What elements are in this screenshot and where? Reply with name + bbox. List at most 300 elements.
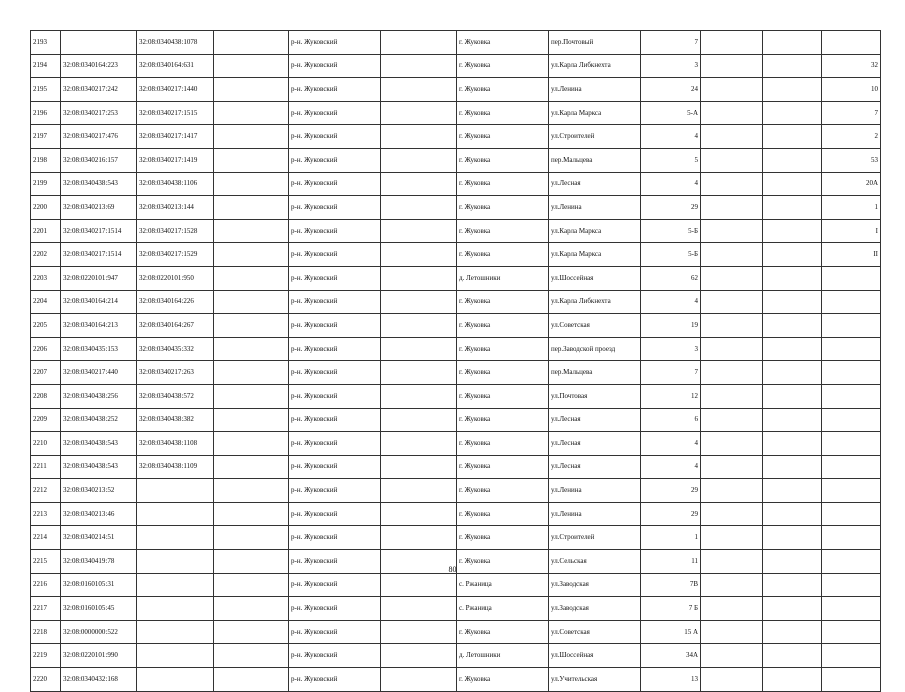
district: р-н. Жуковский: [289, 455, 381, 479]
apartment-number: [822, 620, 881, 644]
empty-cell: [701, 479, 763, 503]
apartment-number: [822, 314, 881, 338]
cadastral-number-parcel: 32:08:0340419:78: [61, 550, 137, 574]
empty-cell: [381, 408, 457, 432]
cadastral-number-parcel: 32:08:0340164:213: [61, 314, 137, 338]
district: р-н. Жуковский: [289, 78, 381, 102]
locality: г. Жуковка: [457, 384, 549, 408]
empty-cell: [701, 219, 763, 243]
row-number: 2212: [31, 479, 61, 503]
empty-cell: [214, 597, 289, 621]
empty-cell: [214, 314, 289, 338]
empty-cell: [763, 31, 822, 55]
locality: г. Жуковка: [457, 408, 549, 432]
cadastral-number-object: [137, 502, 214, 526]
cadastral-number-object: 32:08:0340435:332: [137, 337, 214, 361]
row-number: 2196: [31, 101, 61, 125]
apartment-number: [822, 432, 881, 456]
cadastral-number-parcel: 32:08:0340164:223: [61, 54, 137, 78]
cadastral-number-parcel: 32:08:0340438:256: [61, 384, 137, 408]
house-number: 1: [641, 526, 701, 550]
street: ул.Лесная: [549, 408, 641, 432]
empty-cell: [214, 78, 289, 102]
empty-cell: [763, 78, 822, 102]
empty-cell: [381, 384, 457, 408]
district: р-н. Жуковский: [289, 408, 381, 432]
empty-cell: [381, 101, 457, 125]
row-number: 2204: [31, 290, 61, 314]
apartment-number: [822, 361, 881, 385]
empty-cell: [214, 479, 289, 503]
empty-cell: [763, 243, 822, 267]
empty-cell: [214, 573, 289, 597]
locality: г. Жуковка: [457, 101, 549, 125]
house-number: 19: [641, 314, 701, 338]
empty-cell: [381, 243, 457, 267]
cadastral-number-parcel: 32:08:0340217:253: [61, 101, 137, 125]
empty-cell: [701, 148, 763, 172]
empty-cell: [381, 148, 457, 172]
locality: с. Ржаница: [457, 597, 549, 621]
empty-cell: [701, 54, 763, 78]
empty-cell: [381, 266, 457, 290]
cadastral-number-object: 32:08:0340438:1108: [137, 432, 214, 456]
apartment-number: [822, 290, 881, 314]
house-number: 12: [641, 384, 701, 408]
cadastral-number-parcel: 32:08:0340217:1514: [61, 219, 137, 243]
empty-cell: [381, 479, 457, 503]
cadastral-number-parcel: 32:08:0000000:522: [61, 620, 137, 644]
apartment-number: [822, 502, 881, 526]
cadastral-number-parcel: 32:08:0340214:51: [61, 526, 137, 550]
row-number: 2211: [31, 455, 61, 479]
table-row: [31, 432, 881, 456]
empty-cell: [214, 668, 289, 692]
locality: г. Жуковка: [457, 502, 549, 526]
table-row: [31, 54, 881, 78]
empty-cell: [701, 361, 763, 385]
empty-cell: [214, 196, 289, 220]
apartment-number: [822, 455, 881, 479]
row-number: 2209: [31, 408, 61, 432]
apartment-number: [822, 597, 881, 621]
empty-cell: [763, 125, 822, 149]
street: пер.Почтовый: [549, 31, 641, 55]
cadastral-number-object: 32:08:0340217:263: [137, 361, 214, 385]
street: пер.Мальцева: [549, 148, 641, 172]
empty-cell: [214, 408, 289, 432]
empty-cell: [701, 78, 763, 102]
cadastral-number-object: [137, 479, 214, 503]
empty-cell: [701, 597, 763, 621]
street: ул.Заводская: [549, 573, 641, 597]
table-row: [31, 644, 881, 668]
table-row: [31, 266, 881, 290]
house-number: 5-Б: [641, 219, 701, 243]
street: ул.Шоссейная: [549, 644, 641, 668]
street: ул.Ленина: [549, 479, 641, 503]
empty-cell: [763, 668, 822, 692]
empty-cell: [214, 219, 289, 243]
district: р-н. Жуковский: [289, 196, 381, 220]
district: р-н. Жуковский: [289, 290, 381, 314]
row-number: 2201: [31, 219, 61, 243]
street: ул.Лесная: [549, 455, 641, 479]
district: р-н. Жуковский: [289, 54, 381, 78]
row-number: 2214: [31, 526, 61, 550]
district: р-н. Жуковский: [289, 219, 381, 243]
table-row: [31, 219, 881, 243]
empty-cell: [381, 290, 457, 314]
street: ул.Лесная: [549, 432, 641, 456]
house-number: 5-Б: [641, 243, 701, 267]
row-number: 2215: [31, 550, 61, 574]
locality: г. Жуковка: [457, 54, 549, 78]
district: р-н. Жуковский: [289, 125, 381, 149]
empty-cell: [214, 125, 289, 149]
empty-cell: [214, 337, 289, 361]
cadastral-number-parcel: 32:08:0340438:252: [61, 408, 137, 432]
street: ул.Советская: [549, 620, 641, 644]
cadastral-number-object: 32:08:0340164:226: [137, 290, 214, 314]
empty-cell: [763, 644, 822, 668]
street: ул.Почтовая: [549, 384, 641, 408]
apartment-number: [822, 479, 881, 503]
row-number: 2197: [31, 125, 61, 149]
empty-cell: [381, 361, 457, 385]
row-number: 2205: [31, 314, 61, 338]
house-number: 4: [641, 290, 701, 314]
empty-cell: [701, 620, 763, 644]
locality: г. Жуковка: [457, 337, 549, 361]
house-number: 15 А: [641, 620, 701, 644]
cadastral-number-parcel: 32:08:0340432:168: [61, 668, 137, 692]
empty-cell: [701, 266, 763, 290]
row-number: 2216: [31, 573, 61, 597]
empty-cell: [701, 432, 763, 456]
house-number: 3: [641, 54, 701, 78]
street: ул.Сельская: [549, 550, 641, 574]
locality: г. Жуковка: [457, 314, 549, 338]
locality: г. Жуковка: [457, 125, 549, 149]
empty-cell: [381, 573, 457, 597]
house-number: 6: [641, 408, 701, 432]
apartment-number: 2: [822, 125, 881, 149]
district: р-н. Жуковский: [289, 314, 381, 338]
house-number: 7: [641, 31, 701, 55]
house-number: 4: [641, 172, 701, 196]
empty-cell: [763, 384, 822, 408]
empty-cell: [763, 620, 822, 644]
empty-cell: [763, 361, 822, 385]
row-number: 2198: [31, 148, 61, 172]
district: р-н. Жуковский: [289, 243, 381, 267]
cadastral-number-parcel: 32:08:0340217:1514: [61, 243, 137, 267]
district: р-н. Жуковский: [289, 148, 381, 172]
house-number: 3: [641, 337, 701, 361]
district: р-н. Жуковский: [289, 31, 381, 55]
house-number: 5: [641, 148, 701, 172]
table-row: [31, 455, 881, 479]
empty-cell: [763, 148, 822, 172]
empty-cell: [381, 314, 457, 338]
empty-cell: [763, 479, 822, 503]
house-number: 4: [641, 455, 701, 479]
district: р-н. Жуковский: [289, 432, 381, 456]
table-row: [31, 243, 881, 267]
street: ул.Советская: [549, 314, 641, 338]
row-number: 2195: [31, 78, 61, 102]
apartment-number: [822, 384, 881, 408]
empty-cell: [763, 54, 822, 78]
street: пер.Мальцева: [549, 361, 641, 385]
empty-cell: [763, 526, 822, 550]
row-number: 2202: [31, 243, 61, 267]
empty-cell: [763, 219, 822, 243]
empty-cell: [214, 172, 289, 196]
table-row: [31, 361, 881, 385]
apartment-number: [822, 573, 881, 597]
empty-cell: [763, 573, 822, 597]
row-number: 2219: [31, 644, 61, 668]
locality: г. Жуковка: [457, 668, 549, 692]
row-number: 2207: [31, 361, 61, 385]
row-number: 2194: [31, 54, 61, 78]
house-number: 29: [641, 196, 701, 220]
apartment-number: [822, 668, 881, 692]
cadastral-number-object: [137, 526, 214, 550]
cadastral-number-object: [137, 668, 214, 692]
empty-cell: [701, 408, 763, 432]
table-row: [31, 526, 881, 550]
empty-cell: [701, 290, 763, 314]
cadastral-number-object: 32:08:0340438:1106: [137, 172, 214, 196]
apartment-number: [822, 408, 881, 432]
row-number: 2193: [31, 31, 61, 55]
locality: г. Жуковка: [457, 550, 549, 574]
empty-cell: [381, 337, 457, 361]
apartment-number: [822, 266, 881, 290]
cadastral-number-object: [137, 620, 214, 644]
apartment-number: 1: [822, 196, 881, 220]
locality: д. Летошники: [457, 266, 549, 290]
empty-cell: [763, 266, 822, 290]
street: ул.Карла Маркса: [549, 243, 641, 267]
cadastral-number-object: 32:08:0340217:1419: [137, 148, 214, 172]
house-number: 4: [641, 125, 701, 149]
registry-table: [30, 30, 881, 692]
row-number: 2220: [31, 668, 61, 692]
empty-cell: [214, 361, 289, 385]
district: р-н. Жуковский: [289, 266, 381, 290]
empty-cell: [701, 172, 763, 196]
district: р-н. Жуковский: [289, 479, 381, 503]
empty-cell: [381, 432, 457, 456]
cadastral-number-parcel: 32:08:0340213:52: [61, 479, 137, 503]
district: р-н. Жуковский: [289, 597, 381, 621]
table-row: [31, 337, 881, 361]
cadastral-number-parcel: 32:08:0340213:69: [61, 196, 137, 220]
empty-cell: [214, 432, 289, 456]
cadastral-number-object: 32:08:0220101:950: [137, 266, 214, 290]
empty-cell: [214, 243, 289, 267]
street: ул.Строителей: [549, 526, 641, 550]
cadastral-number-object: [137, 644, 214, 668]
empty-cell: [214, 266, 289, 290]
empty-cell: [763, 408, 822, 432]
locality: г. Жуковка: [457, 243, 549, 267]
street: ул.Карла Либкнехта: [549, 290, 641, 314]
empty-cell: [381, 125, 457, 149]
cadastral-number-object: 32:08:0340217:1440: [137, 78, 214, 102]
cadastral-number-object: 32:08:0340217:1515: [137, 101, 214, 125]
row-number: 2218: [31, 620, 61, 644]
empty-cell: [701, 384, 763, 408]
district: р-н. Жуковский: [289, 644, 381, 668]
empty-cell: [214, 455, 289, 479]
empty-cell: [381, 597, 457, 621]
street: ул.Лесная: [549, 172, 641, 196]
empty-cell: [701, 243, 763, 267]
locality: г. Жуковка: [457, 219, 549, 243]
cadastral-number-parcel: 32:08:0340217:242: [61, 78, 137, 102]
table-row: [31, 125, 881, 149]
house-number: 11: [641, 550, 701, 574]
table-row: [31, 384, 881, 408]
locality: г. Жуковка: [457, 479, 549, 503]
empty-cell: [701, 668, 763, 692]
locality: г. Жуковка: [457, 526, 549, 550]
street: ул.Ленина: [549, 196, 641, 220]
cadastral-number-object: 32:08:0340213:144: [137, 196, 214, 220]
empty-cell: [381, 54, 457, 78]
street: ул.Заводская: [549, 597, 641, 621]
empty-cell: [381, 620, 457, 644]
table-row: [31, 101, 881, 125]
apartment-number: [822, 644, 881, 668]
empty-cell: [701, 101, 763, 125]
table-row: [31, 668, 881, 692]
locality: г. Жуковка: [457, 432, 549, 456]
empty-cell: [381, 172, 457, 196]
empty-cell: [214, 54, 289, 78]
locality: г. Жуковка: [457, 78, 549, 102]
locality: г. Жуковка: [457, 148, 549, 172]
empty-cell: [763, 196, 822, 220]
cadastral-number-parcel: 32:08:0160105:31: [61, 573, 137, 597]
house-number: 7В: [641, 573, 701, 597]
empty-cell: [701, 526, 763, 550]
table-row: [31, 290, 881, 314]
cadastral-number-parcel: 32:08:0340217:440: [61, 361, 137, 385]
page-number: 80: [448, 565, 457, 574]
empty-cell: [701, 314, 763, 338]
empty-cell: [214, 101, 289, 125]
empty-cell: [381, 31, 457, 55]
cadastral-number-parcel: 32:08:0340438:543: [61, 172, 137, 196]
empty-cell: [381, 668, 457, 692]
cadastral-number-object: 32:08:0340217:1417: [137, 125, 214, 149]
cadastral-number-parcel: 32:08:0340438:543: [61, 455, 137, 479]
table-row: [31, 620, 881, 644]
district: р-н. Жуковский: [289, 101, 381, 125]
row-number: 2210: [31, 432, 61, 456]
cadastral-number-object: 32:08:0340164:631: [137, 54, 214, 78]
row-number: 2213: [31, 502, 61, 526]
apartment-number: [822, 31, 881, 55]
cadastral-number-parcel: [61, 31, 137, 55]
empty-cell: [763, 597, 822, 621]
empty-cell: [214, 31, 289, 55]
district: р-н. Жуковский: [289, 573, 381, 597]
table-row: [31, 78, 881, 102]
table-row: [31, 148, 881, 172]
apartment-number: 20А: [822, 172, 881, 196]
table-row: [31, 597, 881, 621]
locality: г. Жуковка: [457, 196, 549, 220]
cadastral-number-parcel: 32:08:0340438:543: [61, 432, 137, 456]
locality: г. Жуковка: [457, 172, 549, 196]
street: ул.Шоссейная: [549, 266, 641, 290]
row-number: 2199: [31, 172, 61, 196]
apartment-number: 53: [822, 148, 881, 172]
empty-cell: [701, 502, 763, 526]
empty-cell: [381, 196, 457, 220]
locality: г. Жуковка: [457, 290, 549, 314]
empty-cell: [701, 573, 763, 597]
table-row: [31, 573, 881, 597]
cadastral-number-parcel: 32:08:0220101:990: [61, 644, 137, 668]
locality: с. Ржаница: [457, 573, 549, 597]
row-number: 2203: [31, 266, 61, 290]
cadastral-number-object: [137, 573, 214, 597]
street: пер.Заводской проезд: [549, 337, 641, 361]
house-number: 5-А: [641, 101, 701, 125]
empty-cell: [763, 502, 822, 526]
empty-cell: [763, 432, 822, 456]
district: р-н. Жуковский: [289, 384, 381, 408]
house-number: 62: [641, 266, 701, 290]
empty-cell: [381, 526, 457, 550]
district: р-н. Жуковский: [289, 337, 381, 361]
cadastral-number-object: 32:08:0340438:1109: [137, 455, 214, 479]
street: ул.Ленина: [549, 78, 641, 102]
row-number: 2200: [31, 196, 61, 220]
house-number: 7: [641, 361, 701, 385]
empty-cell: [214, 502, 289, 526]
empty-cell: [214, 148, 289, 172]
empty-cell: [701, 644, 763, 668]
street: ул.Карла Либкнехта: [549, 54, 641, 78]
apartment-number: 10: [822, 78, 881, 102]
cadastral-number-parcel: 32:08:0340435:153: [61, 337, 137, 361]
empty-cell: [701, 125, 763, 149]
apartment-number: 32: [822, 54, 881, 78]
cadastral-number-object: [137, 597, 214, 621]
cadastral-number-object: 32:08:0340438:382: [137, 408, 214, 432]
empty-cell: [214, 620, 289, 644]
table-row: [31, 479, 881, 503]
house-number: 7 Б: [641, 597, 701, 621]
empty-cell: [381, 78, 457, 102]
locality: г. Жуковка: [457, 620, 549, 644]
empty-cell: [701, 31, 763, 55]
empty-cell: [763, 337, 822, 361]
table-row: [31, 314, 881, 338]
street: ул.Ленина: [549, 502, 641, 526]
apartment-number: II: [822, 243, 881, 267]
empty-cell: [701, 196, 763, 220]
